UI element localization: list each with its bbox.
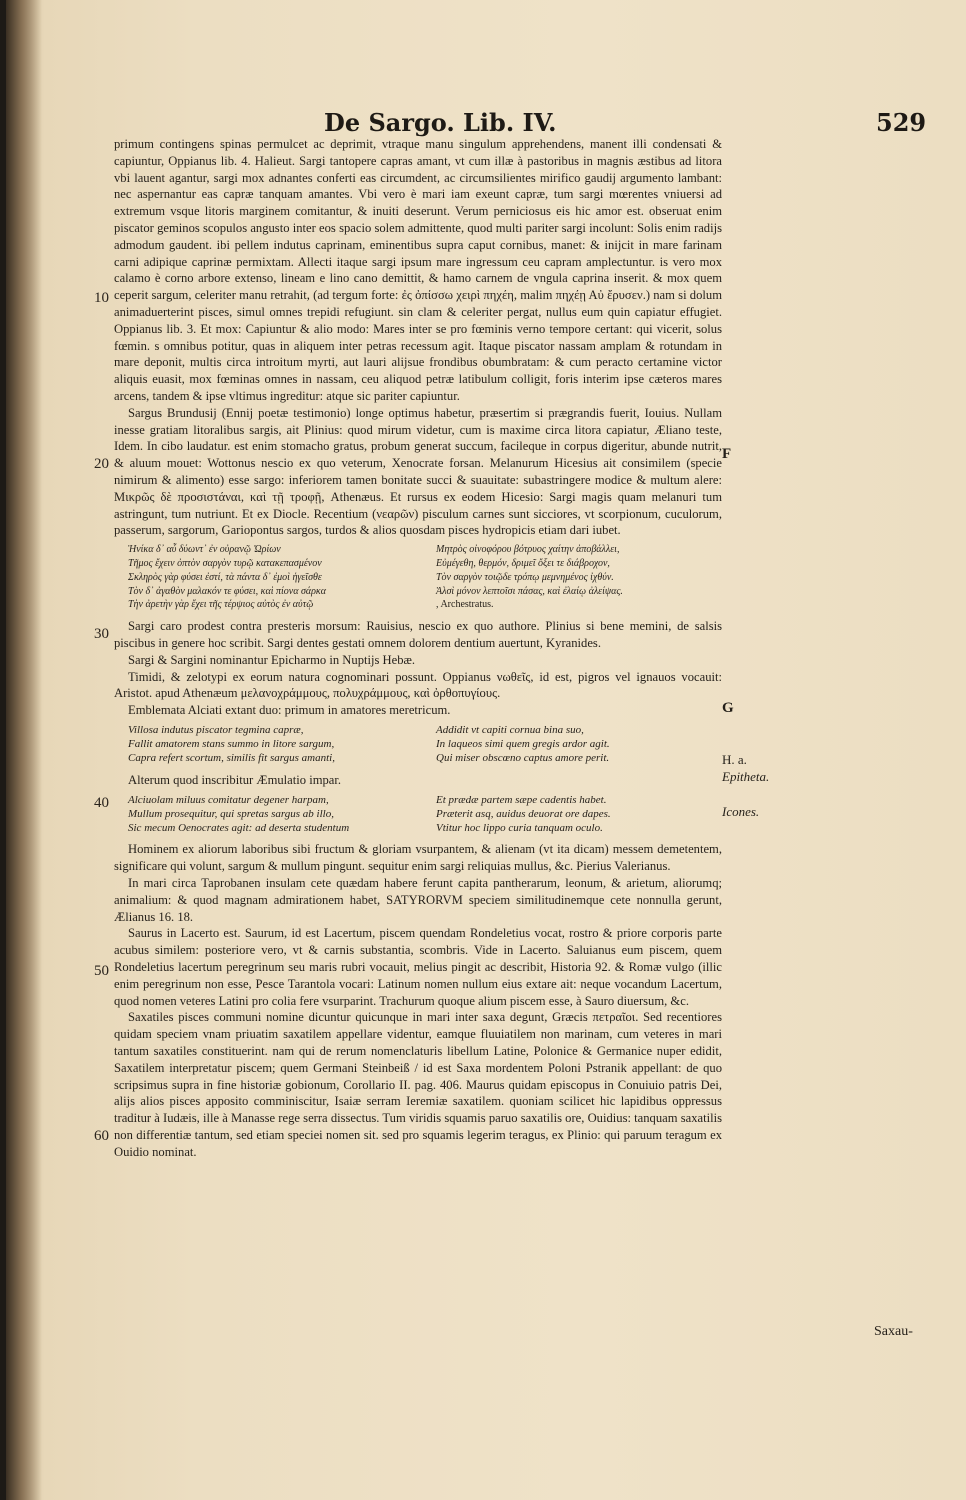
margin-note-epitheta: Epitheta. [722,769,770,784]
paragraph: Saxatiles pisces communi nomine dicuntur quicunque in mari inter saxa degunt, Græcis πετραῖοι. Sed recentiores quidam speciem vnam priuatim saxatilem appellare videntur, eamque fluuiatilem non marinam, cum veteres in mari tantum saxatiles constituerint. nam qui de rerum nomenclaturis libellum Latine, Polonice & Germanice nuper edidit, Saxatilem interpretatur piscem; quem Germani Steinbeiß / id est Saxa mordentem Poloni Pstranik appellant: de quo scripsimus supra in fine historiæ gobionum, Corollario II. pag. 406. Maurus quidam episcopus in Conuiuio patris Dei, alijs alios pisces apposito comminiscitur, Isaiæ serram Ieremiæ saxatilem. quoniam scilicet hic lapidibus oppressus traditur à Iudæis, ille à Manasse rege serra dissectus. Tum viridis squamis paruo saxatilis ore, Ouidius: tanquam saxatilis non differentiæ tantum, sed etiam speciei nomen sit. sed pro squamis legerim teragus, ex Plinio: qui paruum teragum ex Ouidio nominat. [114,1010,722,1159]
verse-line: Qui miser obscœno captus amore perit. [436,752,610,765]
verse-line: Addidit vt capiti cornua bina suo, [436,723,584,736]
line-number: 60 [94,1128,109,1144]
book-page [6,0,966,1500]
catchword: Saxau- [874,1324,913,1339]
verse-line: Villosa indutus piscator tegmina capræ, [128,723,304,736]
binding-gutter [6,0,42,1500]
paragraph: Sargi caro prodest contra presteris morsum: Rauisius, nescio ex quo authore. Plinius si bene memini, de salsis piscibus in genere hoc scribit. Sargi dentes gestati omnem dolorem dentium auertunt, Kyranides. [114,619,722,650]
running-title: De Sargo. Lib. IV. [324,108,557,137]
margin-note-icones: Icones. [722,804,760,819]
verse-line: Et prædæ partem sæpe cadentis habet. [436,793,607,806]
verse-line: Fallit amatorem stans summo in litore sargum, [128,738,335,751]
verse-line: Σκληρὸς γὰρ φύσει ἐστί, τὰ πάντα δ᾽ ἐμοὶ ἡγεῖσθε [128,571,322,583]
main-text-column [114,136,722,1161]
line-number: 50 [94,963,109,979]
margin-letter-g: G [722,700,734,716]
greek-verse-block [114,539,722,618]
folio-number: 529 [876,108,927,137]
paragraph: Saurus in Lacerto est. Saurum, id est Lacertum, piscem quendam Rondeletius vocat, rostro & priore corporis parte acubus similem: posteriore vero, vt & carnis substantia, scombris. Vide in Lacerto. Saluianus eum piscem, quem Rondeletius lacertum peregrinum seu maris rubri vocauit, melius pingit ac describit, Historia 92. & Romæ vulgo (illic enim peregrinum non esse, Pesce Tarantola vocari: Latinum nomen nullum eius extare ait: neque vocandum Lacertum, quod nomen veteres Latini pro colia fere vsurparint. Trachurum quoque alium piscem esse, à Sauro diuersum, &c. [114,926,722,1008]
emblem-verse-2 [114,789,722,842]
verse-line: Capra refert scortum, similis fit sargus amanti, [128,752,335,765]
verse-line: Τὸν δ᾽ ἀγαθὸν μαλακόν τε φύσει, καὶ πίονα σάρκα [128,585,326,597]
verse-line: Τὴν ἀρετὴν γὰρ ἔχει τῆς τέρψιος αὐτὸς ἐν αὐτῷ [128,599,314,611]
verse-line: Ἁλσὶ μόνον λεπτοῖσι πάσας, καὶ ἐλαίῳ ἀλείψας. [436,585,623,597]
paragraph: Hominem ex aliorum laboribus sibi fructum & gloriam vsurpantem, & alienam (vt ita dicam) messem demetentem, significare qui volunt, sargum & mullum pingunt. sequitur enim sargi reliquias mullus, &c. Pierius Valerianus. [114,842,722,874]
margin-letter-f: F [722,446,732,462]
line-number: 40 [94,795,109,811]
line-number: 30 [94,626,109,642]
paragraph: In mari circa Taprobanen insulam cete quædam habere ferunt capita pantherarum, leonum, & arietum, aliorumq; animalium: & quod magnam admirationem habet, SATYRORVM speciem similitudinemque cete nonnulla gerunt, Ælianus 16. 18. [114,876,722,924]
verse-line: In laqueos simi quem gregis ardor agit. [436,738,610,751]
line-number: 10 [94,290,109,306]
verse-line: Alciuolam miluus comitatur degener harpam, [128,793,329,806]
margin-note-ha: H. a. [722,752,747,767]
paragraph: primum contingens spinas permulcet ac deprimit, vtraque manu singulum apprehendens, manent illi condensati & capiuntur, Oppianus lib. 4. Halieut. Sargi tantopere capras amant, vt cum illæ à pastoribus in magnis æstibus ad litora vbi lauent agantur, sargi mox adnantes conferti eas circumdent, ac circumsilientes mirifico gaudij argumento lambant: nec aspernantur eas capræ tanquam amantes. Vbi vero è mari iam exeunt capræ, tum sargi mœrentes vniuersi ad extremum vsque litoris marginem comitantur, & inuiti deserunt. Verum perniciosus eis hic amor est. obseruat enim piscator geminos scopulos angusto inter eos spacio solem admittente, quod multi pariter sargi incolunt: Solis enim radijs admodum gaudent. ibi pellem indutus caprinam, eminentibus supra caput cornibus, manet: & inijcit in mare farinam carni adipique caprinæ permixtam. Allecti itaque sargi ipsum mare ingressum ceu capram amplectuntur. is vero mox calamo è corno arbore extenso, lineam e lino cano demittit, & hamo carnem de vngula caprina inserit. & mox quem ceperit sargum, celeriter manu retrahit, (ad tergum forte: ἐς ὀπίσσω χειρὶ πηχέη, malim πηχέῃ Αὐ ἔρυσεν.) nam si dolum animaduerterint pisces, simul omnes trepidi refugiunt. sin clam & celeriter pergat, nullus eum quin capiatur effugiet. Oppianus lib. 3. Et mox: Capiuntur & alio modo: Mares inter se pro fœminis verno tempore certant: qui vicerit, solus fœmin. s omnibus potitur, quas in aliquem inter petras recessum agit. Itaque piscator nassam amplam & rotundam in mare deponit, multis circa introitum myrti, aut lauri alijsue frondibus obumbratam: & cum peracto certamine victor aliquis euasit, mox fœminas omnes in nassam, ceu aliquod petræ latibulum colligit, foris interim ipse cæteros mares arcens, tandem & ipse vltimus ingreditur: atque sic pariter capiuntur. [114,137,722,403]
line-number: 20 [94,456,109,472]
verse-line: Τὸν σαργὸν τοιῷδε τρόπῳ μεμνημένος ἰχθύν. [436,571,614,583]
verse-attribution: , Archestratus. [436,599,494,611]
verse-line: Præterit asq, auidus deuorat ore dapes. [436,807,611,820]
paragraph: Timidi, & zelotypi ex eorum natura cognominari possunt. Oppianus νωθεῖς, id est, pigros vel ignauos vocauit: Aristot. apud Athenæum μελανοχράμμους, πολυχράμμους, καὶ ὀρθοπυγίους. [114,669,722,701]
verse-line: Ἡνίκα δ᾽ αὖ δύωντ᾽ ἐν οὐρανῷ Ὠρίων [128,544,281,556]
paragraph: Sargi & Sargini nominantur Epicharmo in Nuptijs Hebæ. [128,652,416,667]
emblem-2-intro: Alterum quod inscribitur Æmulatio impar. [128,772,342,787]
verse-line: Εὐμέγεθη, θερμόν, δριμεῖ ὄξει τε διάβροχον, [436,557,610,569]
emblem-verse-1 [114,719,722,772]
verse-line: Μητρὸς οἰνοφόρου βότρυος χαίτην ἀποβάλλει, [436,544,620,556]
paragraph: Emblemata Alciati extant duo: primum in amatores meretricum. [128,703,451,718]
paragraph: Sargus Brundusij (Ennij poetæ testimonio) longe optimus habetur, præsertim si prægrandis fuerit, Iouius. Nullam inesse gratiam litoralibus sargis, ait Plinius: quod mirum videtur, cum is maxime circa litora capiatur, Æliano teste, Idem. In cibo laudatur. est enim stomacho gratus, probum generat succum, facileque in corpus digeritur, abunde nutrit, & aluum mouet: Wottonus nescio ex quo veterum, Xenocrate forsan. Melanurum Hicesius ait consimilem (specie nimirum & alimento) esse sargo: inferiorem tamen bonitate succi & suauitate: subastringere modice & multum alere: Μικρῶς δὲ προσιστάναι, καὶ τῇ τροφῇ, Athenæus. Et rursus ex eodem Hicesio: Sargi magis quam melanuri tum astringunt, tum nutriunt. Et ex Diocle. Recentium (νεαρῶν) pisculum carnes sunt sicciores, vt scorpionum, cuculorum, passerum, sargorum, Gariopontus sargos, turdos & alios quosdam pisces hydropicis etiam dari iubet. [114,405,722,538]
verse-line: Vtitur hoc lippo curia tanquam oculo. [436,822,603,835]
verse-line: Τῆμος ἔχειν ὀπτὸν σαργὸν τυρῷ κατακεπασμένον [128,557,322,569]
verse-line: Sic mecum Oenocrates agit: ad deserta studentum [128,822,350,835]
verse-line: Mullum prosequitur, qui spretas sargus ab illo, [128,807,334,820]
